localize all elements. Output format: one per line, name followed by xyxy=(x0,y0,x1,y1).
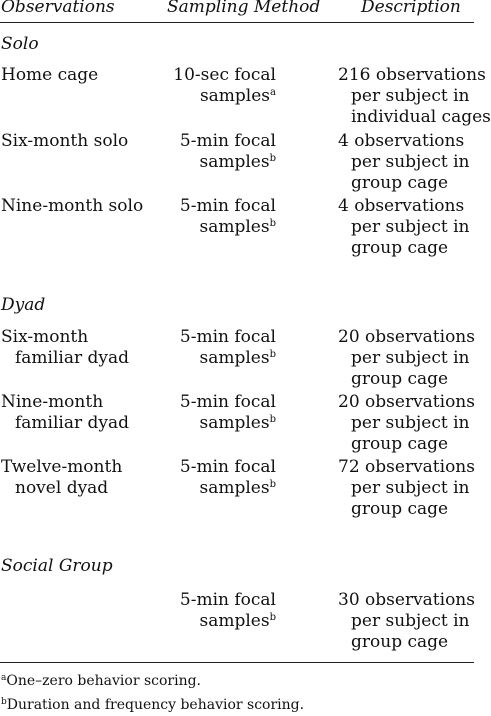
table-row-obs xyxy=(1,392,129,434)
desc-text: group cage xyxy=(351,238,449,258)
table-row-desc xyxy=(338,65,491,128)
footnote-ref: b xyxy=(269,349,276,360)
table-row-method xyxy=(170,196,276,238)
footnote-ref: b xyxy=(269,414,276,425)
obs-text: novel dyad xyxy=(15,478,109,498)
method-text: samples xyxy=(199,413,270,433)
method-text: samples xyxy=(199,86,271,106)
obs-text: Twelve-month xyxy=(1,457,123,477)
desc-text: per subject in xyxy=(351,86,470,106)
desc-text: group cage xyxy=(351,434,449,454)
table-row-method xyxy=(170,457,276,499)
desc-text: per subject in xyxy=(351,611,470,631)
table-row-method xyxy=(170,590,276,632)
obs-text: Nine-month solo xyxy=(1,196,144,216)
table-row-method xyxy=(170,327,276,369)
method-text: 5-min focal xyxy=(179,327,276,347)
table-row-desc xyxy=(338,457,478,520)
header-observations: Observations xyxy=(1,0,115,17)
table-row-obs xyxy=(1,457,122,499)
method-text: 10-sec focal xyxy=(173,65,276,85)
table-row-method xyxy=(170,131,276,173)
desc-text: group cage xyxy=(351,632,449,652)
desc-text: 4 observations xyxy=(338,196,465,216)
table-row-obs xyxy=(1,131,128,152)
desc-text: 216 observations xyxy=(338,65,486,85)
desc-text: 4 observations xyxy=(338,131,465,151)
table-row-desc xyxy=(338,131,478,194)
table-row-obs xyxy=(1,65,98,86)
method-text: 5-min focal xyxy=(179,457,276,477)
desc-text: per subject in xyxy=(351,152,470,172)
method-text: samples xyxy=(199,152,270,172)
obs-text: familiar dyad xyxy=(15,413,130,433)
section-title-dyad: Dyad xyxy=(1,295,46,315)
footer-rule xyxy=(0,662,474,663)
desc-text: 72 observations xyxy=(338,457,475,477)
table-row-obs xyxy=(1,327,129,369)
footnote-ref: b xyxy=(269,153,276,164)
desc-text: 20 observations xyxy=(338,327,475,347)
footnote-ref: b xyxy=(269,612,276,623)
footnote-ref: b xyxy=(269,479,276,490)
obs-text: Six-month xyxy=(1,327,89,347)
desc-text: per subject in xyxy=(351,348,470,368)
obs-text: Home cage xyxy=(1,65,99,85)
table-row-obs xyxy=(1,196,143,217)
table-row-desc xyxy=(338,590,478,653)
desc-text: per subject in xyxy=(351,478,470,498)
method-text: 5-min focal xyxy=(179,392,276,412)
footnote-mark: a xyxy=(1,673,7,683)
footnote-text: One–zero behavior scoring. xyxy=(6,673,202,689)
desc-text: group cage xyxy=(351,499,449,519)
method-text: 5-min focal xyxy=(179,196,276,216)
table-row-desc xyxy=(338,327,478,390)
method-text: samples xyxy=(199,478,270,498)
desc-text: individual cages xyxy=(351,107,491,127)
footnote-text: Duration and frequency behavior scoring. xyxy=(6,697,305,713)
footnote-ref: a xyxy=(270,87,276,98)
footnote-a xyxy=(1,673,201,689)
section-title-solo: Solo xyxy=(1,34,39,54)
footnote-b xyxy=(1,697,304,713)
section-title-social-group: Social Group xyxy=(1,556,113,576)
obs-text: Six-month solo xyxy=(1,131,129,151)
method-text: 5-min focal xyxy=(179,590,276,610)
desc-text: per subject in xyxy=(351,217,470,237)
footnote-mark: b xyxy=(1,697,7,707)
desc-text: 20 observations xyxy=(338,392,475,412)
table-row-method xyxy=(170,392,276,434)
header-rule xyxy=(0,22,474,23)
header-sampling-method: Sampling Method xyxy=(167,0,321,17)
desc-text: group cage xyxy=(351,369,449,389)
table-row-desc xyxy=(338,392,478,455)
obs-text: familiar dyad xyxy=(15,348,130,368)
footnote-ref: b xyxy=(269,218,276,229)
table-row-method xyxy=(170,65,276,107)
desc-text: 30 observations xyxy=(338,590,475,610)
table-row-desc xyxy=(338,196,478,259)
method-text: samples xyxy=(199,611,270,631)
obs-text: Nine-month xyxy=(1,392,104,412)
desc-text: per subject in xyxy=(351,413,470,433)
method-text: samples xyxy=(199,348,270,368)
method-text: 5-min focal xyxy=(179,131,276,151)
method-text: samples xyxy=(199,217,270,237)
header-description: Description xyxy=(361,0,461,17)
desc-text: group cage xyxy=(351,173,449,193)
